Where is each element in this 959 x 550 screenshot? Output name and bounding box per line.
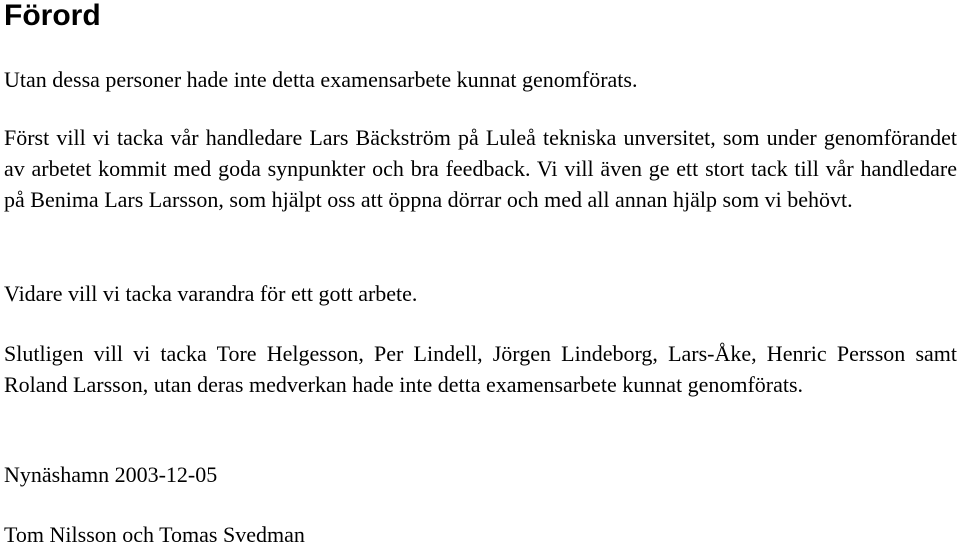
intro-paragraph: Utan dessa personer hade inte detta examensarbete kunnat genomförats. xyxy=(4,67,638,92)
thanks-each-other-paragraph: Vidare vill vi tacka varandra för ett gott arbete. xyxy=(4,281,418,306)
thanks-supervisors-paragraph: Först vill vi tacka vår handledare Lars Bäckström på Luleå tekniska unversitet, som under genomförandet av arbetet kommit med goda synpunkter och bra feedback. Vi vill även ge ett stort tack till vår handledare på Benima Lars Larsson, som hjälpt oss att öppna dörrar och med all annan hjälp som vi behövt. xyxy=(4,125,957,212)
page-title: Förord xyxy=(4,0,101,32)
author-signature: Tom Nilsson och Tomas Svedman xyxy=(4,522,305,547)
place-date: Nynäshamn 2003-12-05 xyxy=(4,462,218,487)
thanks-participants-paragraph: Slutligen vill vi tacka Tore Helgesson, Per Lindell, Jörgen Lindeborg, Lars-Åke, Henric Persson samt Roland Larsson, utan deras medverkan hade inte detta examensarbete kunnat genomförats. xyxy=(4,341,957,397)
